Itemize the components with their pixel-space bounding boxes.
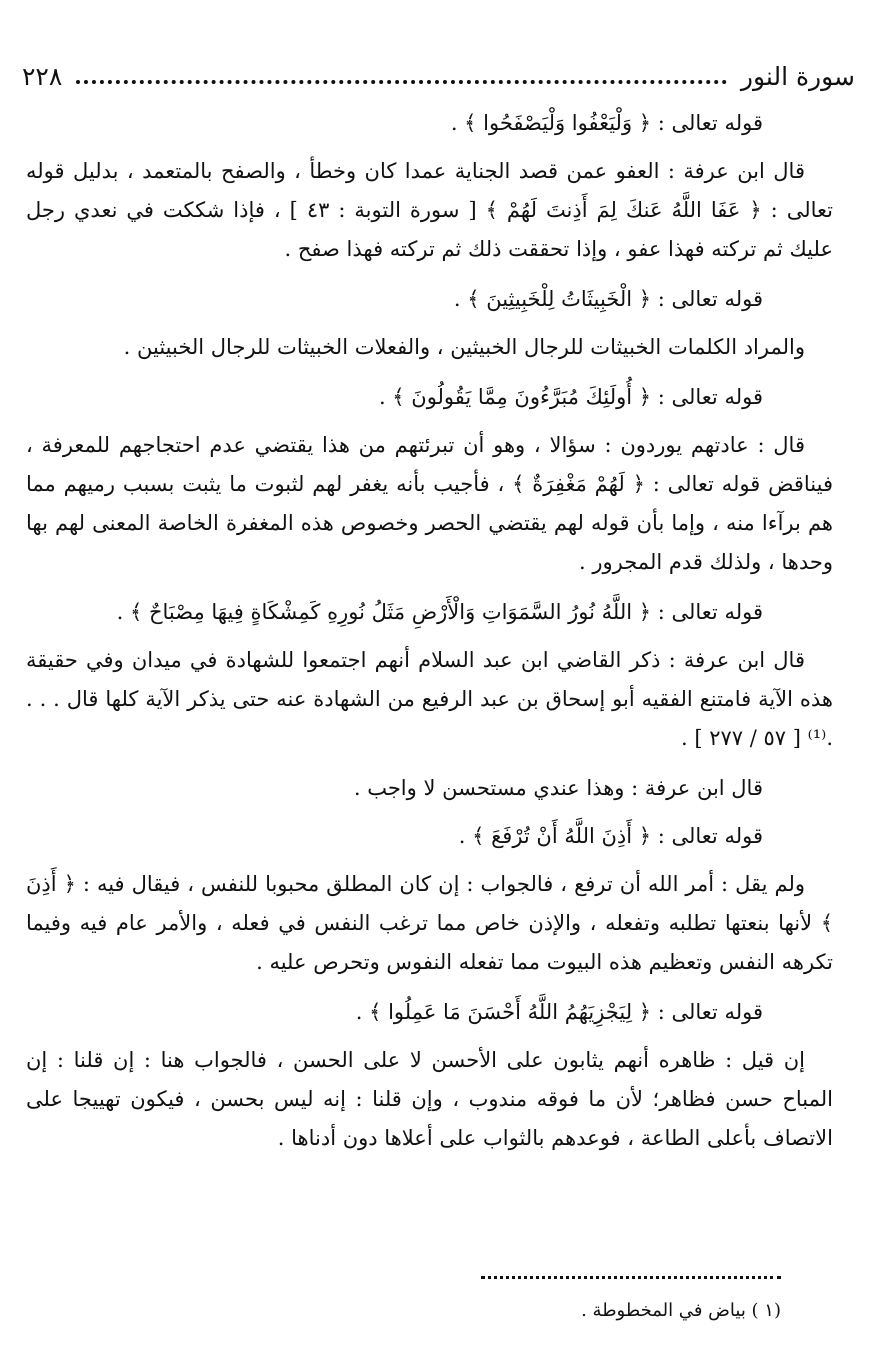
verse-heading: قوله تعالى : ﴿ وَلْيَعْفُوا وَلْيَصْفَحُوا ﴾ . [450,111,763,135]
page-number: ٢٢٨ [22,61,63,91]
verse-heading: قوله تعالى : ﴿ لِيَجْزِيَهُمُ اللَّهُ أَحْسَنَ مَا عَمِلُوا ﴾ . [355,1000,763,1024]
verse-heading: قوله تعالى : ﴿ الْخَبِيثَاتُ لِلْخَبِيثِينَ ﴾ . [453,287,763,311]
header-dotted-rule [76,80,727,84]
commentary-paragraph: قال ابن عرفة : ذكر القاضي ابن عبد السلام أنهم اجتمعوا للشهادة في ميدان وفي حقيقة هذه الآية فامتنع الفقيه أبو إسحاق بن عبد الرفيع من الشهادة عنه حتى يذكر الآية كلها قال . . . .⁽¹⁾ [ ٥٧ / ٢٧٧ ] . [26,648,833,750]
commentary-paragraph: قال ابن عرفة : العفو عمن قصد الجناية عمدا كان وخطأ ، والصفح بالمتعمد ، بدليل قوله تعالى : ﴿ عَفَا اللَّهُ عَنكَ لِمَ أَذِنتَ لَهُمْ ﴾ [ سورة التوبة : ٤٣ ] ، فإذا شككت في نعدي رجل عليك ثم تركته فهذا عفو ، وإذا تحققت ذلك ثم تركته فهذا صفح . [26,159,833,261]
footnote-separator [481,1276,781,1279]
commentary-paragraph: إن قيل : ظاهره أنهم يثابون على الأحسن لا على الحسن ، فالجواب هنا : إن قلنا : إن المباح حسن فظاهر؛ لأن ما فوقه مندوب ، وإن قلنا : إنه ليس بحسن ، فيكون تهييجا على الاتصاف بأعلى الطاعة ، فوعدهم بالثواب على أعلاها دون أدناها . [26,1048,833,1150]
commentary-paragraph: والمراد الكلمات الخبيثات للرجال الخبيثين ، والفعلات الخبيثات للرجال الخبيثين . [123,335,805,359]
commentary-line: قال ابن عرفة : وهذا عندي مستحسن لا واجب . [353,776,763,800]
page-body [26,104,833,1169]
commentary-paragraph: قال : عادتهم يوردون : سؤالا ، وهو أن تبرئتهم من هذا يقتضي عدم احتجاجهم للمعرفة ، فيناقض قوله تعالى : ﴿ لَهُمْ مَغْفِرَةٌ ﴾ ، فأجيب بأنه يغفر لهم لثبوت ما يثبت بسبب رميهم مما هم برآءا منه ، وإما بأن قوله لهم يقتضي الحصر وخصوص هذه المغفرة الخاصة المعنى لهم بها وحدها ، ولذلك قدم المجرور . [26,433,833,574]
verse-heading: قوله تعالى : ﴿ أُولَئِكَ مُبَرَّءُونَ مِمَّا يَقُولُونَ ﴾ . [378,385,763,409]
footnote: (١ ) بياض في المخطوطة . [581,1300,781,1321]
commentary-paragraph: ولم يقل : أمر الله أن ترفع ، فالجواب : إن كان المطلق محبوبا للنفس ، فيقال فيه : ﴿ أَذِنَ ﴾ لأنها بنعتها تطلبه وتفعله ، والإذن خاص مما ترغب النفس في فعله ، والأمر عام فيه وفيما تكرهه النفس وتعظيم هذه البيوت مما تفعله النفوس وتحرص عليه . [26,872,833,974]
verse-heading: قوله تعالى : ﴿ اللَّهُ نُورُ السَّمَوَاتِ وَالْأَرْضِ مَثَلُ نُورِهِ كَمِشْكَاةٍ فِيهَا مِصْبَاحٌ ﴾ . [116,600,763,624]
page-header [22,58,855,94]
verse-heading: قوله تعالى : ﴿ أَذِنَ اللَّهُ أَنْ تُرْفَعَ ﴾ . [458,824,763,848]
surah-title: سورة النور [740,61,855,91]
